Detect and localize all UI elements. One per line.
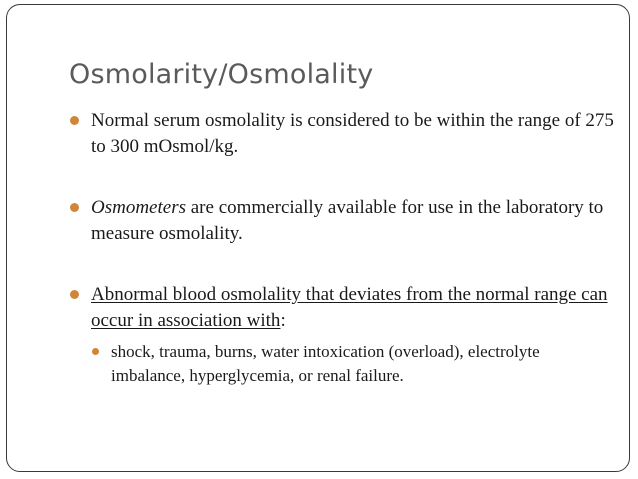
bullet-item-abnormal-osmolality <box>67 282 617 334</box>
slide <box>6 4 630 472</box>
sub-bullet-text: shock, trauma, burns, water intoxication (overload), electrolyte imbalance, hyperglycemia, or renal failure. <box>111 342 540 385</box>
bullet-suffix-text: : <box>280 310 286 331</box>
bullet-dot-icon <box>70 203 79 212</box>
bullet-dot-icon <box>70 290 79 299</box>
bullet-emphasis-text: Osmometers <box>91 197 186 218</box>
bullet-underlined-text: Abnormal blood osmolality that deviates from the normal range can occur in association with <box>91 284 608 331</box>
bullet-dot-icon <box>70 116 79 125</box>
bullet-text: Normal serum osmolality is considered to be within the range of 275 to 300 mOsmol/kg. <box>91 110 614 157</box>
sub-bullet-item-conditions <box>89 340 617 388</box>
bullet-list <box>67 108 617 388</box>
bullet-item-serum-osmolality <box>67 108 617 160</box>
sub-bullet-dot-icon <box>92 348 99 355</box>
bullet-item-osmometers <box>67 195 617 247</box>
slide-title: Osmolarity/Osmolality <box>69 59 374 90</box>
bullet-text: are commercially available for use in the laboratory to measure osmolality. <box>91 197 604 244</box>
